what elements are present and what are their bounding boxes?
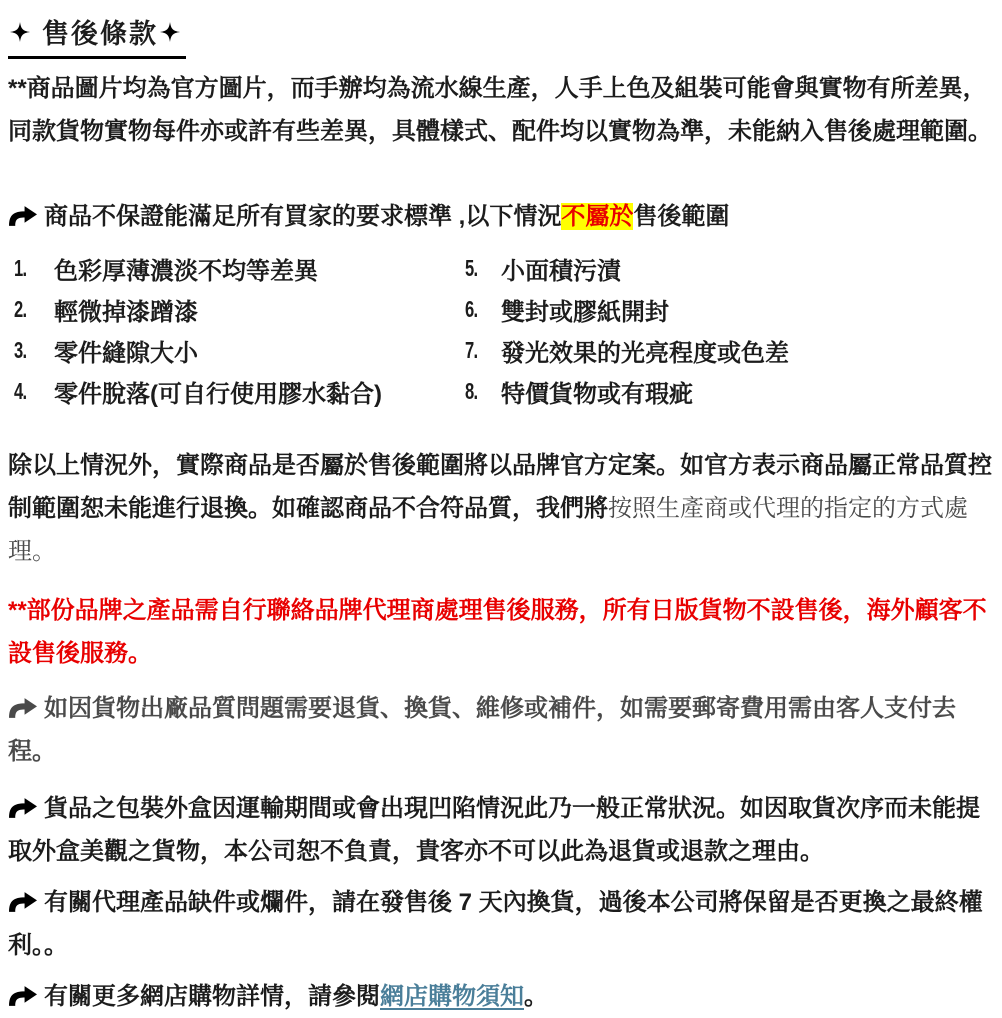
curved-right-arrow-icon	[8, 986, 37, 1007]
exclusions-lead-after: 售後範圍	[633, 203, 730, 230]
exclusions-list	[8, 248, 992, 412]
list-item	[465, 289, 992, 330]
intro-paragraph: **商品圖片均為官方圖片，而手辦均為流水線生產，人手上色及組裝可能會與實物有所差異，同款貨物實物每件亦或許有些差異，具體樣式、配件均以實物為準，未能納入售後處理範圍。	[8, 75, 992, 145]
exclusions-lead	[8, 195, 992, 238]
item-text: 輕微掉漆蹭漆	[54, 299, 198, 326]
four-pointed-star-icon	[10, 22, 30, 42]
factory-quality-note	[8, 687, 992, 773]
curved-right-arrow-icon	[8, 892, 37, 913]
item-number: 1.	[14, 255, 27, 281]
official-decision-regular: 按照生產商或代理的指定的方式處理。	[8, 495, 968, 565]
shop-guide-link[interactable]: 網店購物須知	[380, 983, 524, 1010]
official-decision-bold: 除以上情況外，實際商品是否屬於售後範圍將以品牌官方定案。如官方表示商品屬正常品質控制範圍恕未能進行退換。如確認商品不合符品質，我們將	[8, 452, 992, 522]
list-item	[465, 248, 992, 289]
list-item	[10, 248, 465, 289]
list-item	[10, 330, 465, 371]
item-number: 8.	[465, 378, 478, 404]
not-covered-highlight: 不屬於	[561, 203, 634, 230]
item-number: 2.	[14, 296, 27, 322]
more-info-note	[8, 975, 992, 1018]
item-number: 4.	[14, 378, 27, 404]
curved-right-arrow-icon	[8, 798, 37, 819]
item-text: 特價貨物或有瑕疵	[501, 381, 693, 408]
list-item	[465, 330, 992, 371]
brand-agent-notice: **部份品牌之產品需自行聯絡品牌代理商處理售後服務，所有日版貨物不設售後，海外顧客不設售後服務。	[8, 597, 987, 667]
item-number: 3.	[14, 337, 27, 363]
exclusions-left-column	[10, 248, 465, 412]
curved-right-arrow-icon	[8, 698, 37, 719]
item-text: 色彩厚薄濃淡不均等差異	[54, 258, 318, 285]
item-text: 零件脫落(可自行使用膠水黏合)	[54, 381, 382, 408]
exclusions-right-column	[465, 248, 992, 412]
more-info-before: 有關更多網店購物詳情，請參閱	[44, 983, 380, 1010]
curved-right-arrow-icon	[8, 206, 37, 227]
packaging-dent-note	[8, 787, 992, 873]
factory-quality-text: 如因貨物出廠品質問題需要退貨、換貨、維修或補件，如需要郵寄費用需由客人支付去程。	[8, 695, 956, 765]
item-text: 發光效果的光亮程度或色差	[501, 340, 789, 367]
item-number: 5.	[465, 255, 478, 281]
item-text: 雙封或膠紙開封	[501, 299, 669, 326]
defects-exchange-text: 有關代理產品缺件或爛件，請在發售後 7 天內換貨，過後本公司將保留是否更換之最終權利。。	[8, 889, 983, 959]
page-title	[8, 10, 186, 59]
defects-exchange-note	[8, 881, 992, 967]
item-text: 零件縫隙大小	[54, 340, 198, 367]
exclusions-lead-before: 商品不保證能滿足所有買家的要求標準 ,以下情況	[44, 203, 562, 230]
list-item	[10, 371, 465, 412]
list-item	[10, 289, 465, 330]
item-number: 6.	[465, 296, 478, 322]
packaging-dent-text: 貨品之包裝外盒因運輸期間或會出現凹陷情況此乃一般正常狀況。如因取貨次序而未能提取外盒美觀之貨物，本公司恕不負責，貴客亦不可以此為退貨或退款之理由。	[8, 795, 980, 865]
item-number: 7.	[465, 337, 478, 363]
item-text: 小面積污漬	[501, 258, 621, 285]
four-pointed-star-icon	[160, 22, 180, 42]
official-decision-paragraph	[8, 444, 992, 573]
page-title-text: 售後條款	[42, 19, 158, 49]
more-info-after: 。	[524, 983, 548, 1010]
list-item	[465, 371, 992, 412]
